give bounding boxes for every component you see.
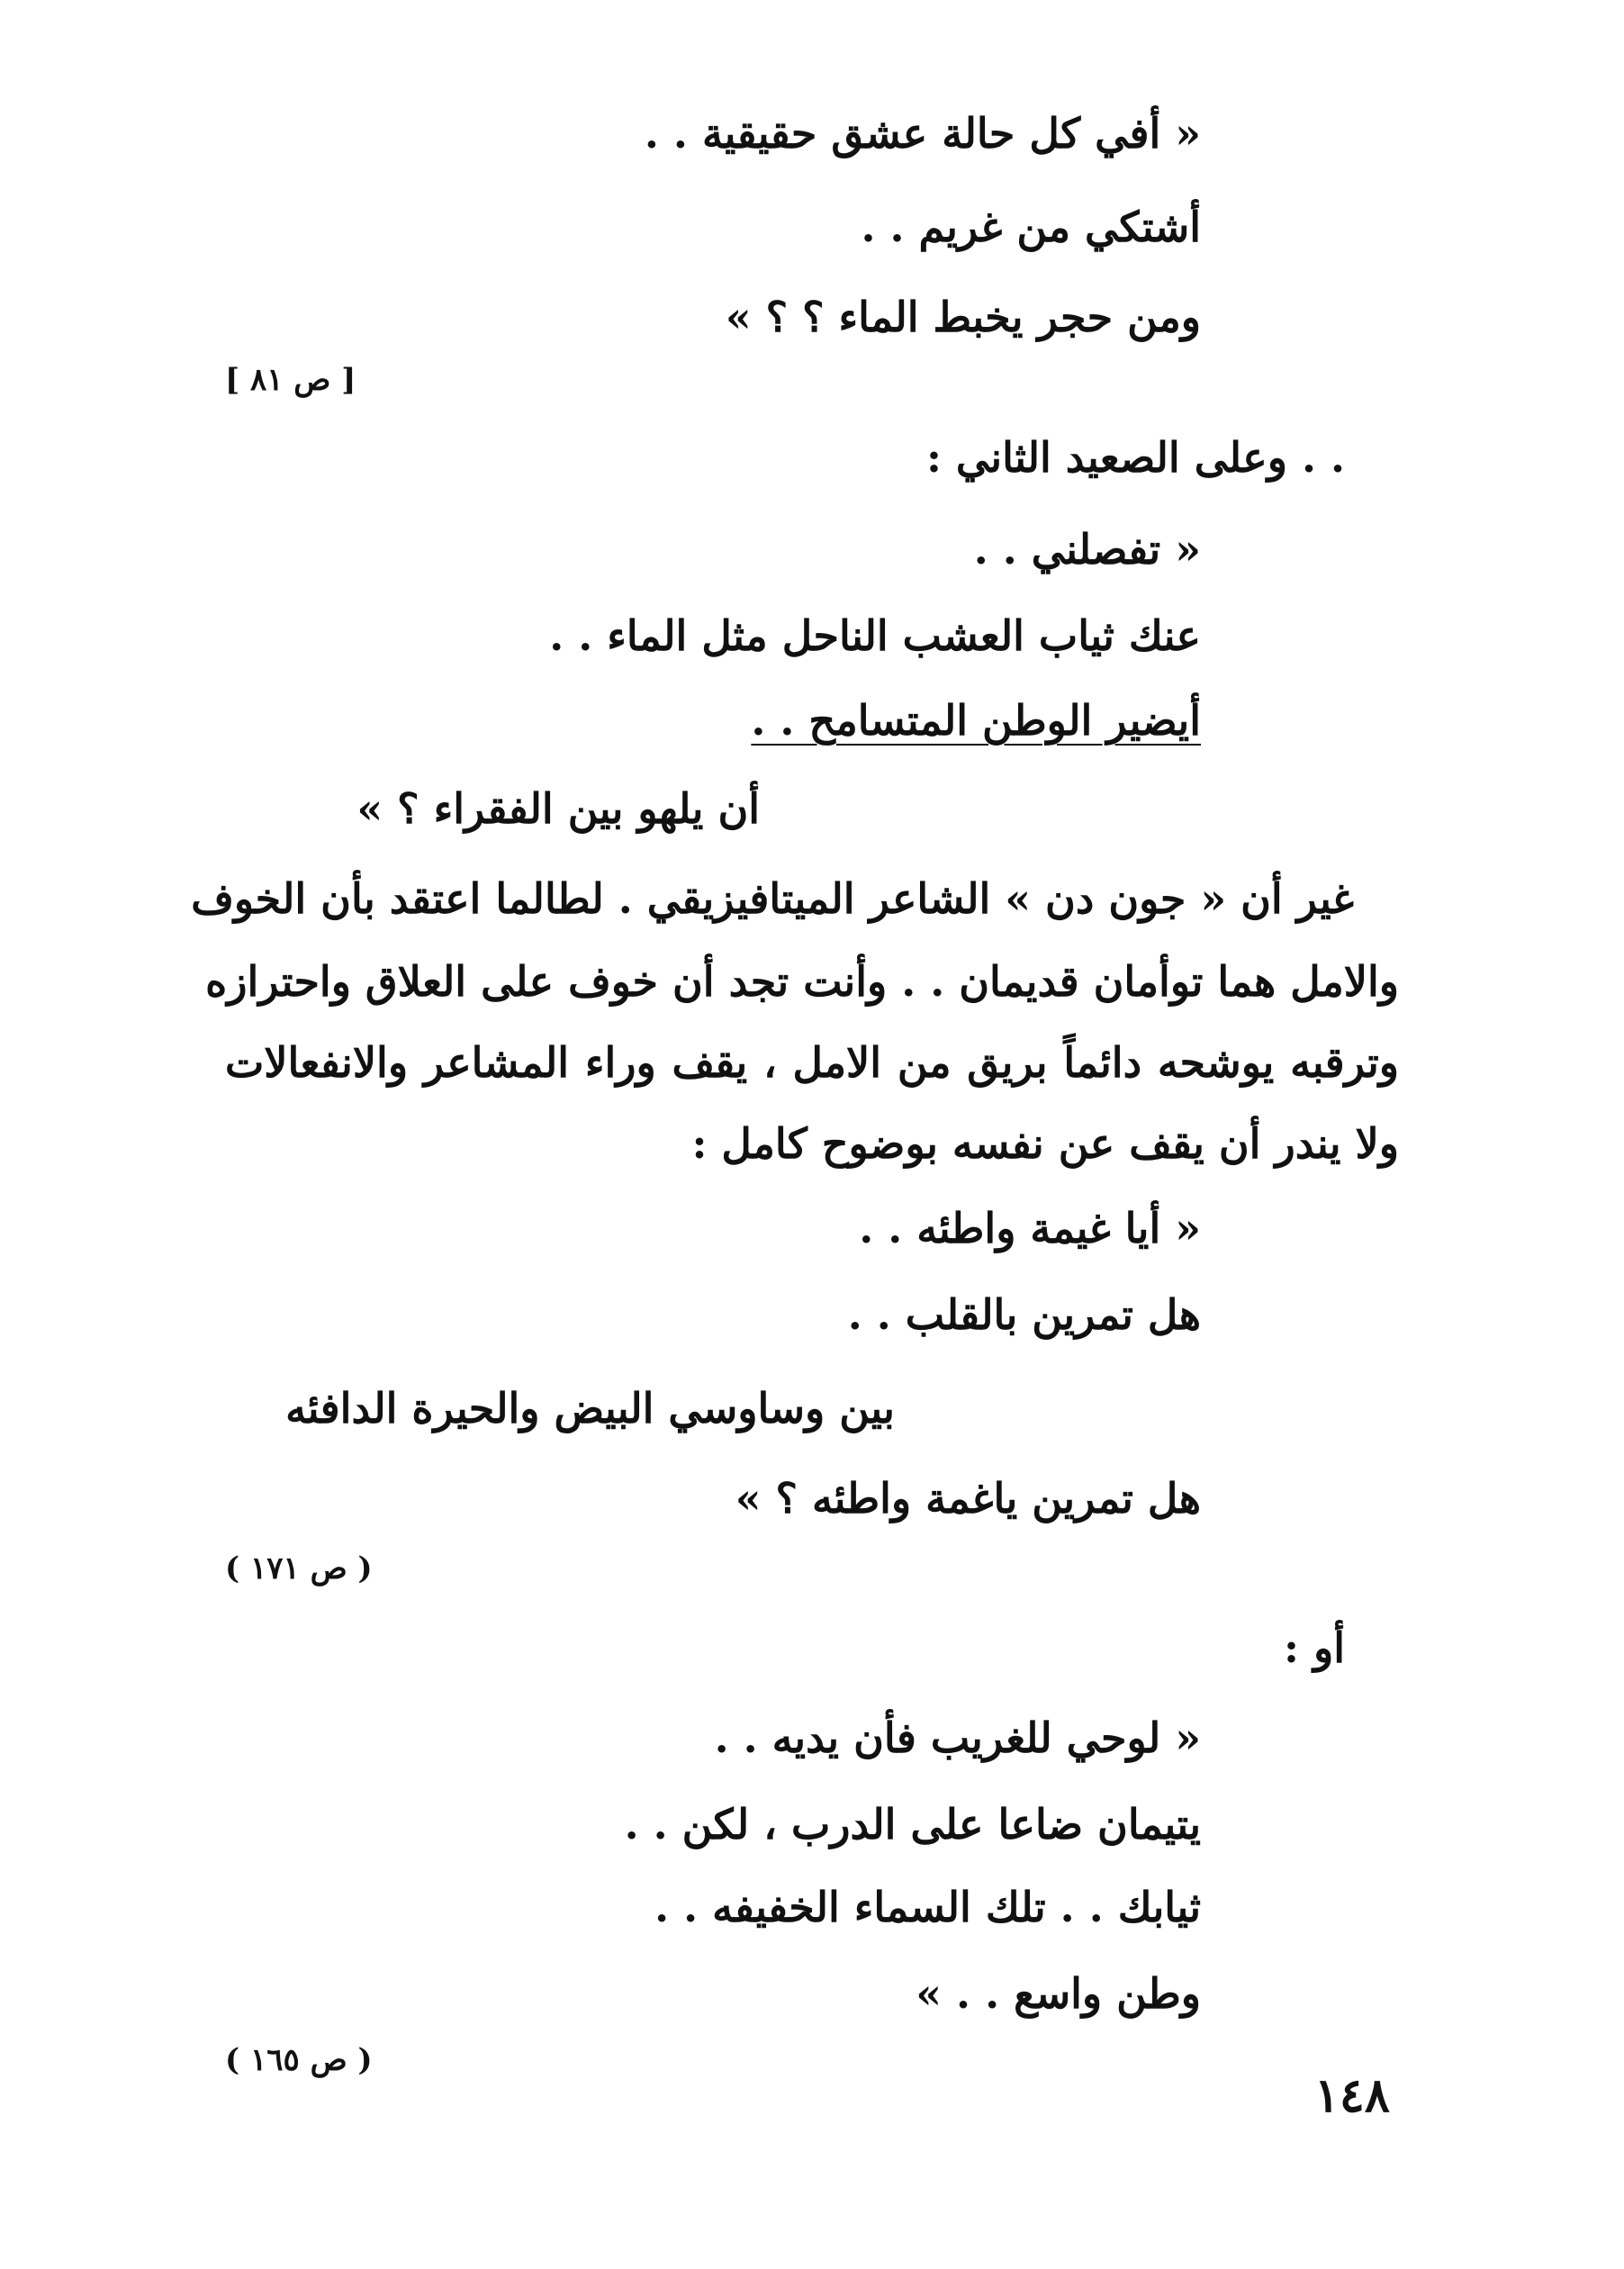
page-reference: ( ص ١٧١ )	[225, 1550, 373, 1586]
poem-line: أشتكي من غريم . .	[861, 203, 1201, 251]
page-reference: ( ص ١٦٥ )	[225, 2042, 373, 2078]
poem-line: « أيا غيمة واطئه . .	[859, 1204, 1201, 1252]
paragraph-line: وترقبه يوشحه دائماً بريق من الامل ، يقف وراء المشاعر والانفعالات	[225, 1038, 1399, 1087]
paragraph-line: والامل هما توأمان قديمان . . وأنت تجد أن خوف على العلاق واحترازه	[205, 957, 1399, 1006]
poem-line: بين وساوسي البيض والحيرة الدافئه	[285, 1384, 895, 1433]
section-intro: أو :	[1284, 1623, 1345, 1672]
poem-line: هل تمرين ياغمة واطئه ؟ »	[735, 1474, 1201, 1523]
section-intro: . . وعلى الصعيد الثاني :	[925, 433, 1345, 482]
poem-line: « تفصلني . .	[973, 525, 1201, 574]
page-reference: [ ص ٨١ ]	[225, 362, 356, 398]
poem-line: ومن حجر يخبط الماء ؟ ؟ »	[725, 293, 1201, 341]
poem-line: أيضير الوطن المتسامح . .	[751, 696, 1201, 745]
poem-line: ثيابك . . تلك السماء الخفيفه . .	[654, 1883, 1201, 1931]
poem-line: أن يلهو بين الفقراء ؟ »	[356, 784, 760, 833]
poem-line: « لوحي للغريب فأن يديه . .	[714, 1713, 1201, 1762]
page-number: ١٤٨	[1314, 2068, 1390, 2123]
poem-line: يتيمان ضاعا على الدرب ، لكن . .	[624, 1800, 1201, 1849]
paragraph-line: غير أن « جون دن » الشاعر الميتافيزيقي . لطالما اعتقد بأن الخوف	[191, 874, 1354, 923]
poem-line: عنك ثياب العشب الناحل مثل الماء . .	[549, 611, 1201, 660]
paragraph-line: ولا يندر أن يقف عن نفسه بوضوح كامل :	[691, 1119, 1399, 1168]
poem-line: وطن واسع . . »	[916, 1969, 1201, 2018]
poem-line: « أفي كل حالة عشق حقيقية . .	[644, 109, 1201, 158]
poem-line: هل تمرين بالقلب . .	[847, 1290, 1201, 1339]
